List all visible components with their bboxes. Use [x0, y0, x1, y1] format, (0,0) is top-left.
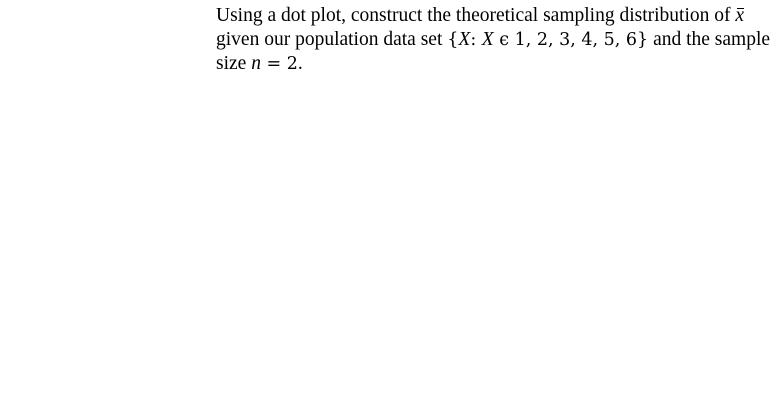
- set-colon: :: [470, 30, 482, 50]
- set-variable-2: X: [481, 29, 494, 50]
- x-bar-symbol: x: [735, 5, 745, 26]
- problem-line-2: [216, 28, 770, 52]
- line2-text-after: and the sample: [648, 29, 770, 50]
- problem-statement: [216, 4, 770, 76]
- problem-line-3: [216, 52, 731, 76]
- line1-text: Using a dot plot, construct the theoretical sampling distribution of: [216, 5, 736, 26]
- set-elements: ϵ 1, 2, 3, 4, 5, 6}: [493, 30, 649, 50]
- set-open-brace: {: [447, 30, 459, 50]
- line2-text-before: given our population data set: [216, 29, 448, 50]
- problem-line-1: [216, 4, 745, 28]
- set-variable-1: X: [458, 29, 471, 50]
- sample-size-variable: n: [251, 53, 261, 74]
- line3-text-after: .: [297, 53, 303, 74]
- sample-size-value: = 2: [260, 54, 298, 74]
- line3-text-before: size: [216, 53, 252, 74]
